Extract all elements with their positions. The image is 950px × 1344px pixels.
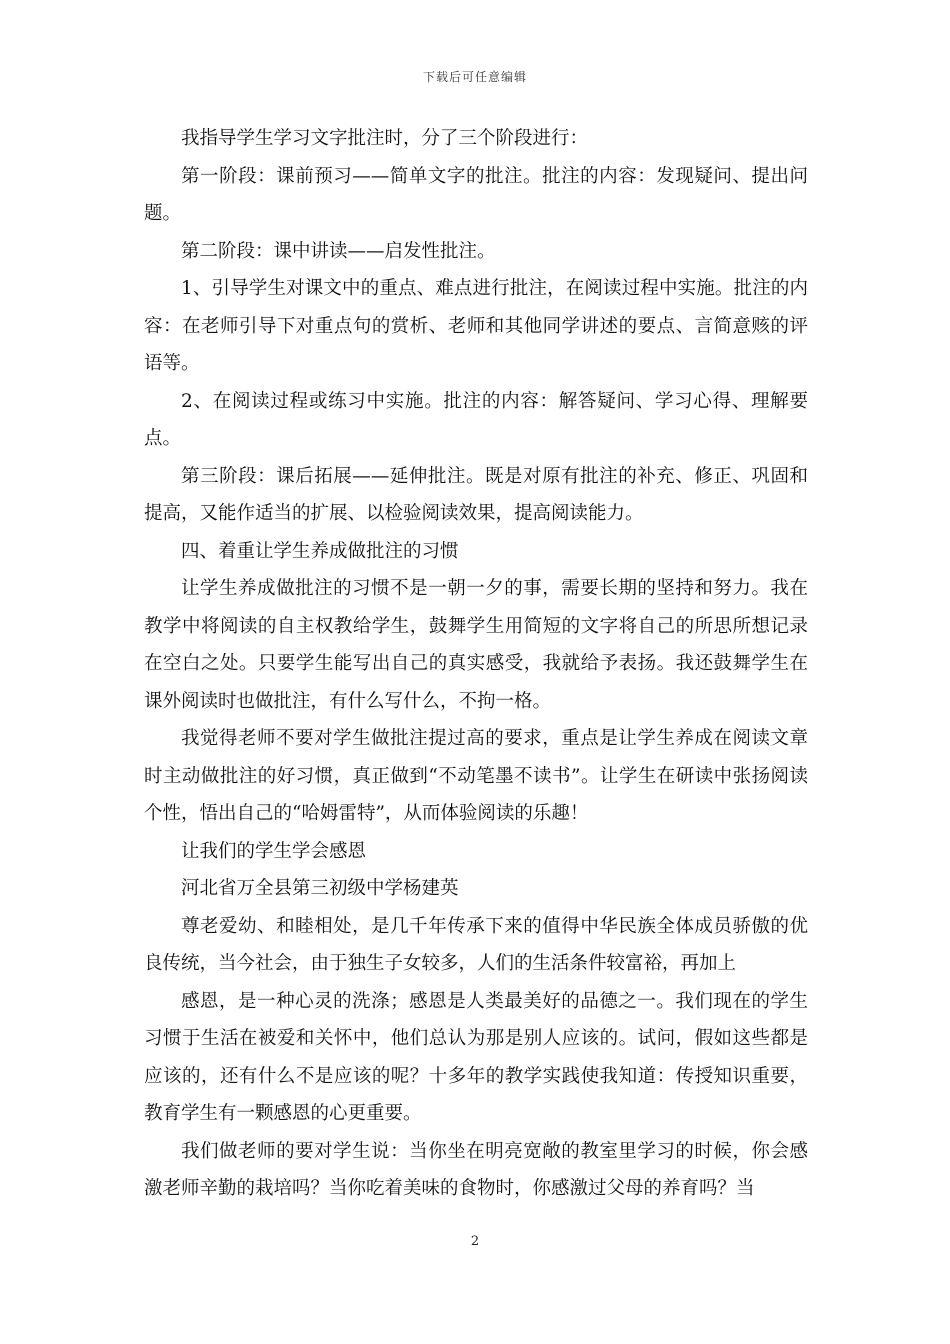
article-author: 河北省万全县第三初级中学杨建英 <box>181 878 459 899</box>
section-heading: 四、着重让学生养成做批注的习惯 <box>181 540 459 562</box>
article-title: 让我们的学生学会感恩 <box>181 840 367 862</box>
paragraph: 感恩，是一种心灵的洗涤；感恩是人类最美好的品德之一。我们现在的学生习惯于生活在被爱和关怀中，他们总认为那是别人应该的。试问，假如这些都是应该的，还有什么不是应该的呢？十多年的教学实践使我知道：传授知识重要，教育学生有一颗感恩的心更重要。 <box>144 990 808 1124</box>
paragraph: 尊老爱幼、和睦相处，是几千年传承下来的值得中华民族全体成员骄傲的优良传统，当今社会，由于独生子女较多，人们的生活条件较富裕，再加上 <box>144 915 808 974</box>
paragraph: 我们做老师的要对学生说：当你坐在明亮宽敞的教室里学习的时候，你会感激老师辛勤的栽培吗？当你吃着美味的食物时，你感激过父母的养育吗？当 <box>144 1140 808 1199</box>
paragraph: 我指导学生学习文字批注时，分了三个阶段进行： <box>181 128 589 149</box>
paragraph: 第一阶段：课前预习——简单文字的批注。批注的内容：发现疑问、提出问题。 <box>144 165 808 224</box>
page-number: 2 <box>470 1234 480 1249</box>
paragraph: 2、在阅读过程或练习中实施。批注的内容：解答疑问、学习心得、理解要点。 <box>144 390 808 449</box>
paragraph: 第三阶段：课后拓展——延伸批注。既是对原有批注的补充、修正、巩固和提高，又能作适当的扩展、以检验阅读效果，提高阅读能力。 <box>144 465 808 524</box>
paragraph: 让学生养成做批注的习惯不是一朝一夕的事，需要长期的坚持和努力。我在教学中将阅读的自主权教给学生，鼓舞学生用简短的文字将自己的所思所想记录在空白之处。只要学生能写出自己的真实感受，我就给予表扬。我还鼓舞学生在课外阅读时也做批注，有什么写什么，不拘一格。 <box>144 578 808 712</box>
paragraph: 第二阶段：课中讲读——启发性批注。 <box>181 240 496 262</box>
document-body <box>144 120 808 1208</box>
paragraph: 1、引导学生对课文中的重点、难点进行批注，在阅读过程中实施。批注的内容：在老师引导下对重点句的赏析、老师和其他同学讲述的要点、言简意赅的评语等。 <box>144 278 808 374</box>
paragraph: 我觉得老师不要对学生做批注提过高的要求，重点是让学生养成在阅读文章时主动做批注的好习惯，真正做到“不动笔墨不读书”。让学生在研读中张扬阅读个性，悟出自己的“哈姆雷特”，从而体验阅读的乐趣！ <box>144 728 808 824</box>
page-header: 下载后可任意编辑 <box>422 70 527 84</box>
